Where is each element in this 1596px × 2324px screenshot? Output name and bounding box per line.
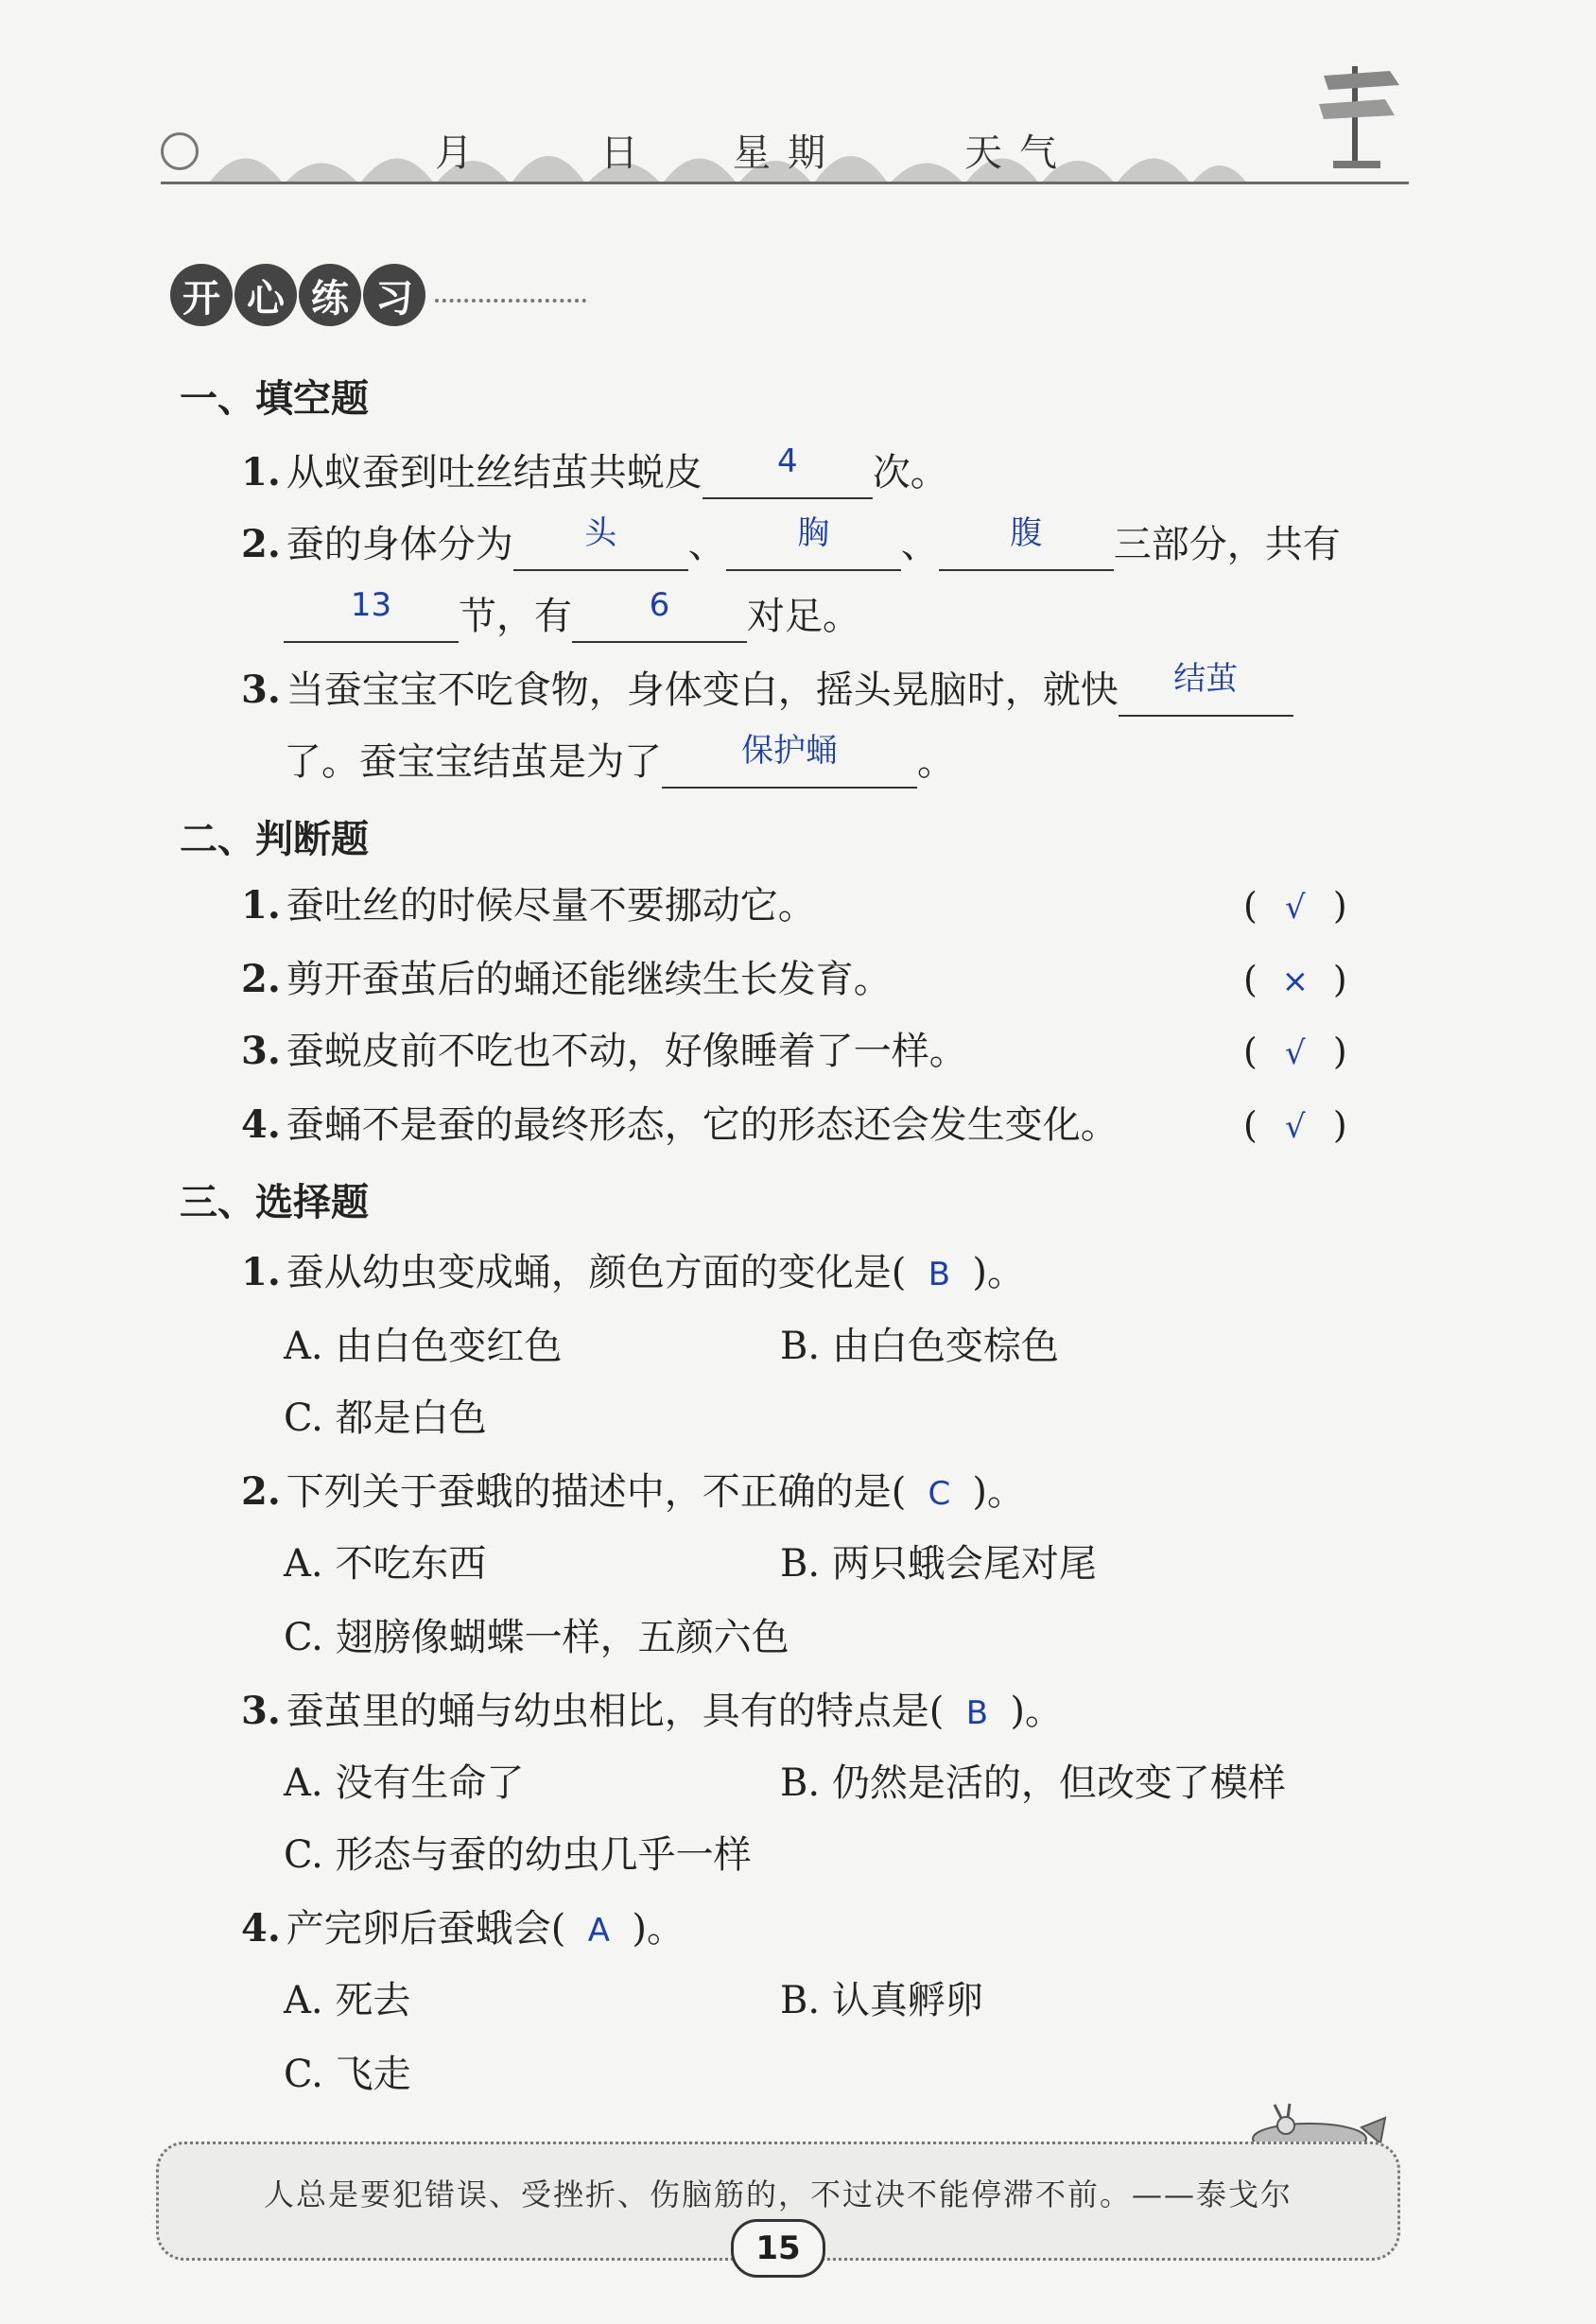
header-weekday: 星期 [733,131,842,175]
judge-question-2 [241,953,892,1006]
question-number: 1. [241,1250,281,1294]
answer-blank[interactable] [1119,662,1293,717]
question-number: 1. [241,883,281,928]
separator: 、 [687,523,726,566]
answer-text: 结茧 [1173,660,1239,698]
judge-question-1 [241,879,816,932]
choice-option-b[interactable]: B. 认真孵卵 [780,1979,983,2022]
judge-answer-3[interactable]: ( √ ) [1243,1025,1347,1080]
answer-text: 13 [350,586,392,624]
question-number: 4. [241,1102,281,1147]
quote-text: 人总是要犯错误、受挫折、伤脑筋的，不过决不能停滞不前。——泰戈尔 [263,2177,1292,2212]
question-number: 3. [241,1029,281,1073]
question-text: 蚕吐丝的时候尽量不要挪动它。 [286,884,816,928]
header-weather: 天气 [964,131,1074,175]
answer-text[interactable]: C [928,1475,951,1513]
page-number: 15 [731,2219,825,2278]
choice-option-b[interactable]: B. 仍然是活的，但改变了模样 [780,1761,1286,1805]
question-number: 2. [241,957,281,1001]
question-text: )。 [972,1470,1025,1514]
question-number: 1. [241,450,281,494]
choice-option-c[interactable]: C. 都是白色 [284,1396,487,1440]
section-title-fill: 一、填空题 [180,377,369,421]
judge-question-3 [241,1025,967,1078]
header-month: 月 [435,131,490,175]
badge-char: 习 [363,264,425,326]
badge-char: 开 [170,264,233,326]
answer-text: 4 [776,442,798,480]
answer-text: 胸 [797,514,830,552]
question-text: )。 [972,1251,1025,1294]
question-text: )。 [1010,1690,1063,1733]
header-day: 日 [600,131,655,175]
question-number: 3. [241,668,281,712]
question-number: 3. [241,1689,281,1733]
answer-text[interactable]: B [928,1256,951,1293]
section-title-judge: 二、判断题 [180,818,369,861]
answer-blank[interactable] [703,444,873,499]
answer-blank[interactable] [939,516,1114,571]
answer-text: 腹 [1010,514,1043,552]
choice-option-b[interactable]: B. 由白色变棕色 [780,1325,1059,1368]
answer-blank[interactable] [513,516,688,571]
fill-question-3-line2 [284,734,955,789]
answer-text: 保护蛹 [741,732,838,770]
question-text: 蚕茧里的蛹与幼虫相比，具有的特点是( [286,1690,945,1733]
badge-char: 练 [299,264,361,326]
question-number: 2. [241,522,281,566]
answer-blank[interactable] [662,734,917,789]
choice-question-3 [241,1685,1063,1740]
badge-char: 心 [234,264,297,326]
signpost-icon [1305,57,1409,170]
question-text: 下列关于蚕蛾的描述中，不正确的是( [286,1470,907,1514]
question-text: 三部分，共有 [1113,523,1341,566]
answer-blank[interactable] [284,588,459,643]
answer-text: √ [1284,889,1306,927]
choice-option-a[interactable]: A. 没有生命了 [284,1761,525,1805]
fill-question-2-line1 [241,516,1341,571]
answer-text: √ [1284,1034,1306,1072]
choice-option-b[interactable]: B. 两只蛾会尾对尾 [780,1542,1097,1586]
answer-text: 6 [649,586,670,624]
question-text: )。 [632,1907,685,1951]
judge-answer-2[interactable]: ( × ) [1243,953,1347,1008]
question-number: 2. [241,1469,281,1514]
answer-blank[interactable] [726,516,901,571]
choice-option-a[interactable]: A. 由白色变红色 [284,1325,563,1368]
choice-option-a[interactable]: A. 死去 [284,1979,411,2022]
badge-tail-decoration [435,287,586,303]
question-text: 从蚁蚕到吐丝结茧共蜕皮 [286,451,703,494]
answer-text: 头 [584,514,617,552]
question-text: 了。蚕宝宝结茧是为了 [284,740,662,784]
answer-text: √ [1284,1108,1306,1146]
fill-question-1 [241,444,948,499]
answer-text[interactable]: A [587,1912,610,1950]
question-text: 蚕从幼虫变成蛹，颜色方面的变化是( [286,1251,907,1294]
question-text: 当蚕宝宝不吃食物，身体变白，摇头晃脑时，就快 [286,668,1119,712]
choice-question-4 [241,1902,685,1957]
fill-question-2-line2 [284,588,860,643]
fill-question-3-line1 [241,662,1293,717]
choice-question-1 [241,1246,1025,1301]
hills-decoration [208,128,1248,184]
question-text: 产完卵后蚕蛾会( [286,1907,566,1951]
question-text: 蚕蜕皮前不吃也不动，好像睡着了一样。 [286,1030,967,1073]
separator: 、 [900,523,939,566]
question-text: 次。 [872,451,948,494]
question-text: 蚕的身体分为 [286,523,513,566]
section-title-choice: 三、选择题 [180,1181,369,1224]
question-text: 剪开蚕茧后的蛹还能继续生长发育。 [286,958,892,1001]
judge-question-4 [241,1099,1119,1152]
choice-option-a[interactable]: A. 不吃东西 [284,1542,487,1586]
choice-option-c[interactable]: C. 翅膀像蝴蝶一样，五颜六色 [284,1616,789,1659]
judge-answer-4[interactable]: ( √ ) [1243,1099,1347,1153]
answer-text: × [1281,963,1310,1000]
answer-blank[interactable] [572,588,747,643]
question-text: 。 [917,740,955,784]
choice-option-c[interactable]: C. 飞走 [284,2053,411,2096]
header-rule [161,182,1409,184]
choice-option-c[interactable]: C. 形态与蚕的幼虫几乎一样 [284,1833,752,1877]
judge-answer-1[interactable]: ( √ ) [1243,879,1347,934]
choice-question-2 [241,1466,1025,1520]
question-number: 4. [241,1906,281,1951]
happy-practice-badge [170,257,586,333]
question-text: 对足。 [747,595,860,638]
answer-text[interactable]: B [965,1694,989,1732]
question-text: 蚕蛹不是蚕的最终形态，它的形态还会发生变化。 [286,1103,1119,1147]
sun-icon [161,132,199,170]
question-text: 节，有 [459,595,572,638]
